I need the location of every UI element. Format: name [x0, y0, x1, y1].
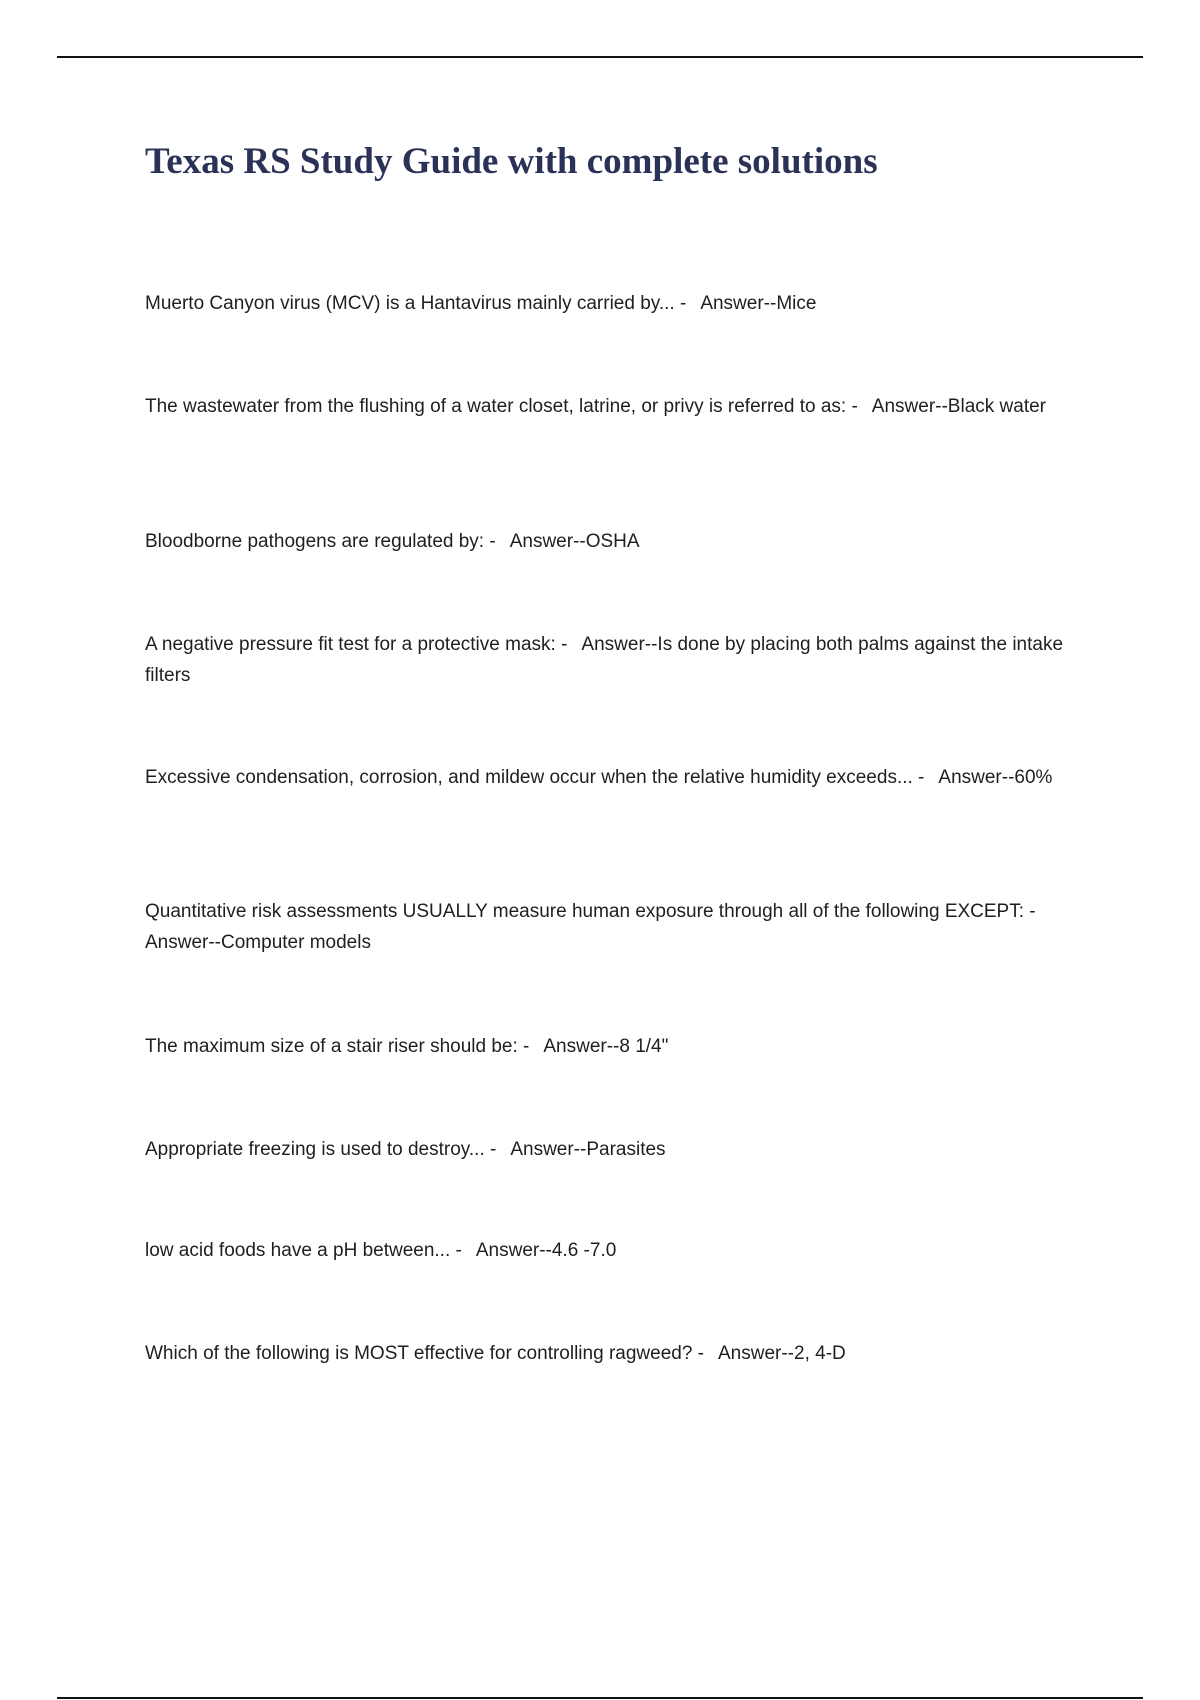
- qa-item-6: [145, 896, 1080, 958]
- header-rule: [57, 56, 1143, 58]
- document-title: Texas RS Study Guide with complete solutions: [145, 141, 878, 182]
- qa-item-1: [145, 288, 1080, 319]
- answer-text: Answer--Computer models: [145, 932, 371, 953]
- answer-text: Answer--8 1/4": [543, 1036, 669, 1057]
- qa-item-10: [145, 1338, 1080, 1369]
- answer-text: Answer--2, 4-D: [718, 1343, 846, 1364]
- question-text: Excessive condensation, corrosion, and mildew occur when the relative humidity exceeds... -: [145, 767, 925, 788]
- qa-item-7: [145, 1031, 1080, 1062]
- answer-text: Answer--Parasites: [510, 1139, 666, 1160]
- question-text: The maximum size of a stair riser should be: -: [145, 1036, 530, 1057]
- qa-item-9: [145, 1235, 1080, 1266]
- answer-text: Answer--4.6 -7.0: [475, 1240, 617, 1261]
- question-text: The wastewater from the flushing of a water closet, latrine, or privy is referred to as: -: [145, 396, 858, 417]
- answer-text: Answer--Black water: [871, 396, 1047, 417]
- qa-item-4: [145, 629, 1080, 691]
- qa-item-5: [145, 762, 1080, 793]
- qa-item-8: [145, 1134, 1080, 1165]
- question-text: A negative pressure fit test for a protective mask: -: [145, 634, 568, 655]
- answer-text: Answer--OSHA: [509, 531, 640, 552]
- question-text: Which of the following is MOST effective for controlling ragweed? -: [145, 1343, 704, 1364]
- qa-item-3: [145, 526, 1080, 557]
- answer-text: Answer--Mice: [700, 293, 817, 314]
- question-text: Quantitative risk assessments USUALLY measure human exposure through all of the following EXCEPT: -: [145, 901, 1036, 922]
- question-text: low acid foods have a pH between... -: [145, 1240, 462, 1261]
- qa-item-2: [145, 391, 1080, 422]
- answer-text: Answer--60%: [938, 767, 1053, 788]
- question-text: Appropriate freezing is used to destroy... -: [145, 1139, 497, 1160]
- question-text: Muerto Canyon virus (MCV) is a Hantavirus mainly carried by... -: [145, 293, 687, 314]
- question-text: Bloodborne pathogens are regulated by: -: [145, 531, 496, 552]
- footer-rule: [57, 1697, 1143, 1699]
- answer-text: Answer--Is done by placing both palms against the intake filters: [145, 634, 1064, 686]
